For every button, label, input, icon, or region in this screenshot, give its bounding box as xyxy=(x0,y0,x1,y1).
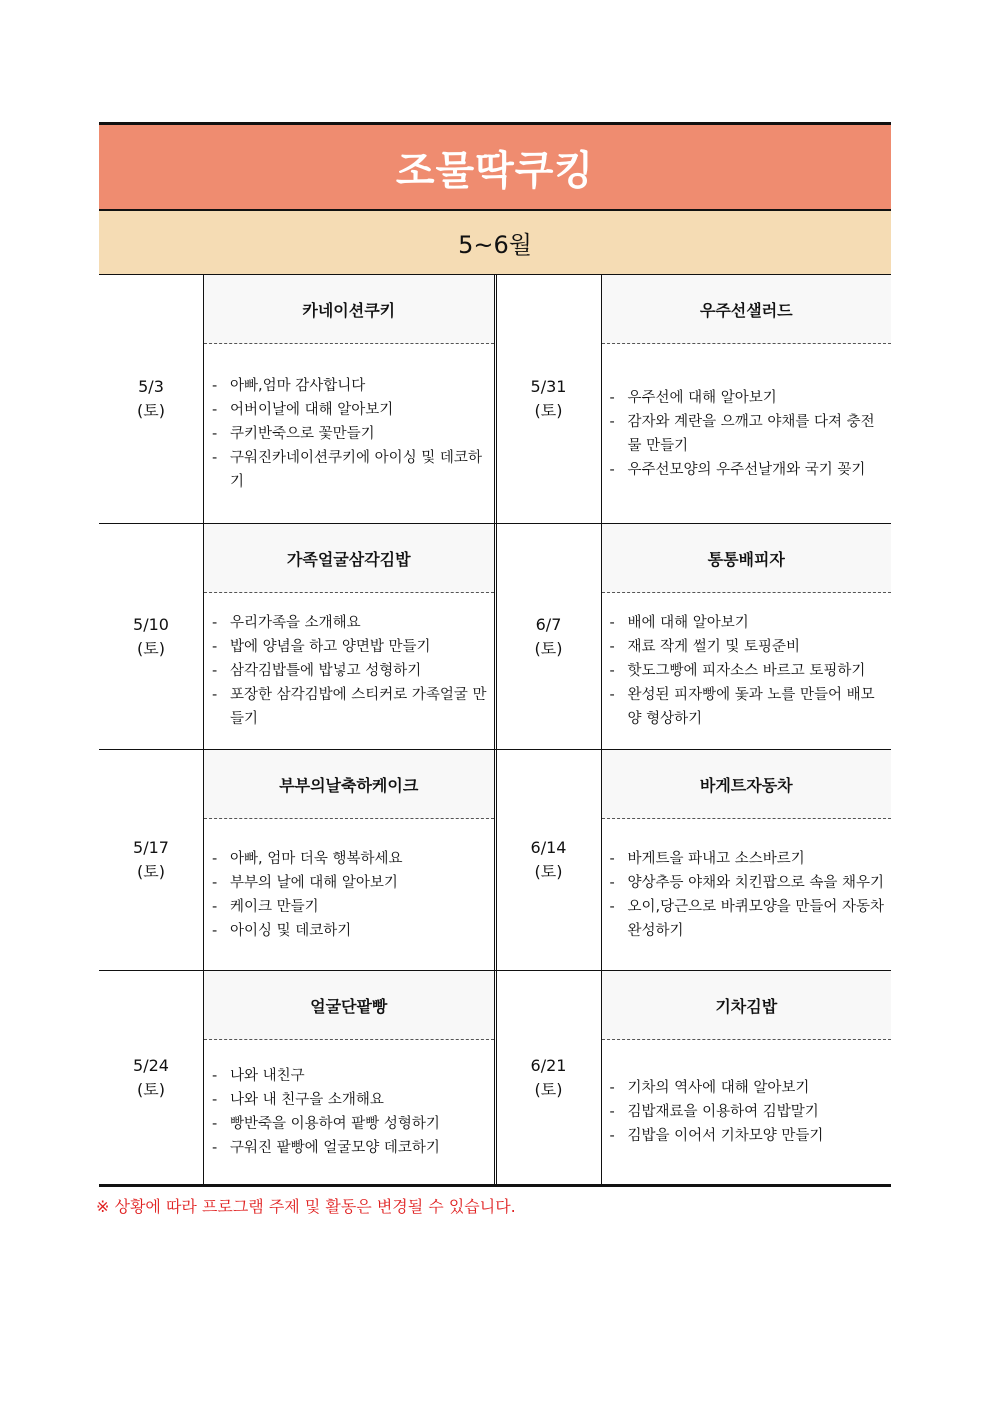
activity-item xyxy=(212,683,488,731)
activity-item xyxy=(212,871,488,895)
menu-name: 부부의날축하케이크 xyxy=(204,750,494,819)
schedule-row xyxy=(99,524,891,750)
activity-item xyxy=(212,398,488,422)
activity-item xyxy=(610,847,886,871)
activity-text: 기차의 역사에 대해 알아보기 xyxy=(627,1080,810,1096)
footnote: ※ 상황에 따라 프로그램 주제 및 활동은 변경될 수 있습니다. xyxy=(96,1197,516,1216)
date-text: 5/24 xyxy=(133,1055,169,1075)
session-left xyxy=(99,971,497,1184)
activity-item xyxy=(610,410,886,458)
date-text: 5/10 xyxy=(133,614,169,634)
activity-item xyxy=(212,422,488,446)
activity-item xyxy=(212,611,488,635)
activity-list xyxy=(204,344,494,523)
activity-list xyxy=(602,1040,892,1184)
day-text: (토) xyxy=(137,862,165,881)
activity-text: 핫도그빵에 피자소스 바르고 토핑하기 xyxy=(627,663,866,679)
activity-item xyxy=(212,659,488,683)
session-body xyxy=(602,971,892,1184)
activity-item xyxy=(212,1112,488,1136)
activity-item xyxy=(610,871,886,895)
activity-list xyxy=(204,593,494,749)
activity-item xyxy=(212,374,488,398)
day-text: (토) xyxy=(137,638,165,658)
session-body xyxy=(602,750,892,970)
activity-list xyxy=(204,819,494,970)
session-body xyxy=(204,971,494,1184)
menu-name: 바게트자동차 xyxy=(602,750,892,819)
day-text: (토) xyxy=(534,1079,563,1099)
session-body xyxy=(602,524,892,749)
menu-name: 우주선샐러드 xyxy=(602,275,892,344)
session-body xyxy=(204,750,494,970)
activity-item xyxy=(610,611,886,635)
session-date xyxy=(99,275,204,523)
session-date xyxy=(99,750,204,970)
activity-text: 김밥을 이어서 기차모양 만들기 xyxy=(627,1128,824,1144)
program-table xyxy=(99,122,891,1187)
menu-name: 기차김밥 xyxy=(602,971,892,1040)
schedule-rows xyxy=(99,275,891,1187)
day-text: (토) xyxy=(137,1079,165,1099)
activity-item xyxy=(610,1124,886,1148)
program-period: 5~6월 xyxy=(99,210,891,275)
session-right xyxy=(497,275,892,523)
activity-text: 양상추등 야채와 치킨팝으로 속을 채우기 xyxy=(627,874,885,891)
day-text: (토) xyxy=(534,401,563,420)
activity-list xyxy=(602,593,892,749)
session-date xyxy=(99,524,204,749)
activity-text: 부부의 날에 대해 알아보기 xyxy=(230,874,398,891)
activity-text: 삼각김밥틀에 밥넣고 성형하기 xyxy=(230,663,422,679)
activity-item xyxy=(212,446,488,494)
session-left xyxy=(99,524,497,749)
activity-item xyxy=(610,683,886,731)
menu-name: 통통배피자 xyxy=(602,524,892,593)
session-left xyxy=(99,750,497,970)
session-date xyxy=(99,971,204,1184)
activity-text: 우주선모양의 우주선날개와 국기 꽂기 xyxy=(627,461,866,478)
activity-text: 아이싱 및 데코하기 xyxy=(230,922,352,939)
schedule-row xyxy=(99,971,891,1187)
activity-text: 빵반죽을 이용하여 팥빵 성형하기 xyxy=(230,1116,440,1132)
activity-text: 배에 대해 알아보기 xyxy=(627,615,749,631)
activity-text: 아빠, 엄마 더욱 행복하세요 xyxy=(230,850,403,867)
activity-text: 어버이날에 대해 알아보기 xyxy=(230,401,394,418)
activity-item xyxy=(610,386,886,410)
session-right xyxy=(497,750,892,970)
date-text: 5/31 xyxy=(530,377,567,396)
schedule-row xyxy=(99,750,891,971)
day-text: (토) xyxy=(534,638,563,658)
activity-item xyxy=(610,659,886,683)
activity-item xyxy=(610,458,886,482)
day-text: (토) xyxy=(137,401,165,420)
activity-text: 케이크 만들기 xyxy=(230,898,319,915)
activity-item xyxy=(610,635,886,659)
activity-item xyxy=(610,1100,886,1124)
activity-item xyxy=(610,895,886,943)
date-text: 6/21 xyxy=(530,1055,567,1075)
activity-item xyxy=(610,1076,886,1100)
activity-item xyxy=(212,1064,488,1088)
activity-item xyxy=(212,847,488,871)
activity-text: 포장한 삼각김밥에 스티커로 가족얼굴 만들기 xyxy=(230,687,487,727)
activity-text: 나와 내 친구을 소개해요 xyxy=(230,1092,384,1108)
activity-text: 바게트을 파내고 소스바르기 xyxy=(627,850,805,867)
date-text: 6/14 xyxy=(530,838,567,857)
activity-item xyxy=(212,1136,488,1160)
schedule-row xyxy=(99,275,891,524)
activity-text: 김밥재료을 이용하여 김밥말기 xyxy=(627,1104,819,1120)
activity-item xyxy=(212,635,488,659)
session-body xyxy=(602,275,892,523)
menu-name: 얼굴단팥빵 xyxy=(204,971,494,1040)
session-date xyxy=(497,971,602,1184)
session-date xyxy=(497,750,602,970)
activity-list xyxy=(602,344,892,523)
menu-name: 가족얼굴삼각김밥 xyxy=(204,524,494,593)
menu-name: 카네이션쿠키 xyxy=(204,275,494,344)
activity-text: 우주선에 대해 알아보기 xyxy=(627,389,777,406)
activity-list xyxy=(204,1040,494,1184)
activity-list xyxy=(602,819,892,970)
activity-text: 밥에 양념을 하고 양면밥 만들기 xyxy=(230,639,431,655)
date-text: 5/17 xyxy=(133,838,169,857)
activity-text: 감자와 계란을 으깨고 야채를 다져 충전물 만들기 xyxy=(627,413,875,454)
session-body xyxy=(204,524,494,749)
session-left xyxy=(99,275,497,523)
day-text: (토) xyxy=(534,862,563,881)
activity-text: 아빠,엄마 감사합니다 xyxy=(230,377,366,394)
session-right xyxy=(497,971,892,1184)
activity-text: 나와 내친구 xyxy=(230,1068,305,1084)
activity-text: 오이,당근으로 바퀴모양을 만들어 자동차 완성하기 xyxy=(627,898,885,939)
activity-text: 우리가족을 소개해요 xyxy=(230,615,361,631)
session-date xyxy=(497,524,602,749)
session-date xyxy=(497,275,602,523)
activity-text: 완성된 피자빵에 돛과 노를 만들어 배모양 형상하기 xyxy=(627,687,875,727)
session-body xyxy=(204,275,494,523)
program-title: 조물딱쿠킹 xyxy=(99,122,891,210)
session-right xyxy=(497,524,892,749)
date-text: 5/3 xyxy=(138,377,164,396)
activity-text: 재료 작게 썰기 및 토핑준비 xyxy=(627,639,801,655)
date-text: 6/7 xyxy=(535,614,562,634)
activity-item xyxy=(212,919,488,943)
activity-text: 구워진 팥빵에 얼굴모양 데코하기 xyxy=(230,1140,440,1156)
activity-item xyxy=(212,1088,488,1112)
activity-text: 구워진카네이션쿠키에 아이싱 및 데코하기 xyxy=(230,449,482,490)
activity-text: 쿠키반죽으로 꽃만들기 xyxy=(230,425,375,442)
activity-item xyxy=(212,895,488,919)
